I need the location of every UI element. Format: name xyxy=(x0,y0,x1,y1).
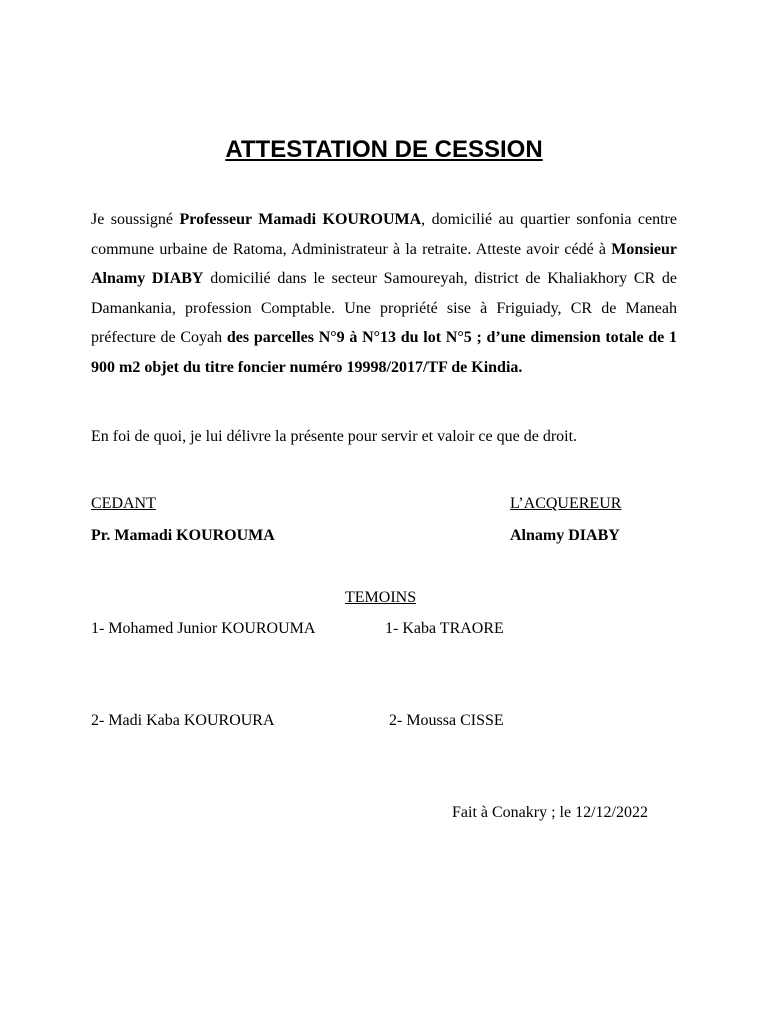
acquereur-label: L’ACQUEREUR xyxy=(510,495,622,512)
witness-left-2: 2- Madi Kaba KOUROURA xyxy=(91,712,275,729)
cedant-name: Pr. Mamadi KOUROUMA xyxy=(91,527,275,544)
cedant-label: CEDANT xyxy=(91,495,156,512)
witness-left-1: 1- Mohamed Junior KOUROUMA xyxy=(91,620,316,637)
acquereur-bold-name: Monsieur Alnamy DIABY xyxy=(91,240,677,287)
witness-right-2: 2- Moussa CISSE xyxy=(389,712,504,729)
document-title: ATTESTATION DE CESSION xyxy=(225,136,543,163)
paragraph-text-3: domicilié dans le secteur Samoureyah, district de Khaliakhory CR de Damankania, profession Comptable. Une propriété sise à Friguiady, CR de Maneah préfecture de Coyah xyxy=(91,270,678,346)
acquereur-name: Alnamy DIABY xyxy=(510,527,620,544)
witnesses-label: TEMOINS xyxy=(345,589,417,606)
paragraph-text-1: Je soussigné xyxy=(91,211,180,228)
paragraph-text-2: , domicilié au quartier sonfonia centre commune urbaine de Ratoma, Administrateur à la retraite. Atteste avoir cédé à xyxy=(91,211,677,258)
cedant-bold-name: Professeur Mamadi KOUROUMA xyxy=(179,211,422,228)
parcel-details: des parcelles N°9 à N°13 du lot N°5 ; d’une dimension totale de 1 900 m2 objet du titre foncier numéro 19998/2017/TF de Kindia. xyxy=(91,329,677,376)
main-paragraph xyxy=(91,205,677,382)
place-date: Fait à Conakry ; le 12/12/2022 xyxy=(452,804,648,821)
witness-right-1: 1- Kaba TRAORE xyxy=(385,620,504,637)
closing-statement: En foi de quoi, je lui délivre la présente pour servir et valoir ce que de droit. xyxy=(91,428,578,445)
